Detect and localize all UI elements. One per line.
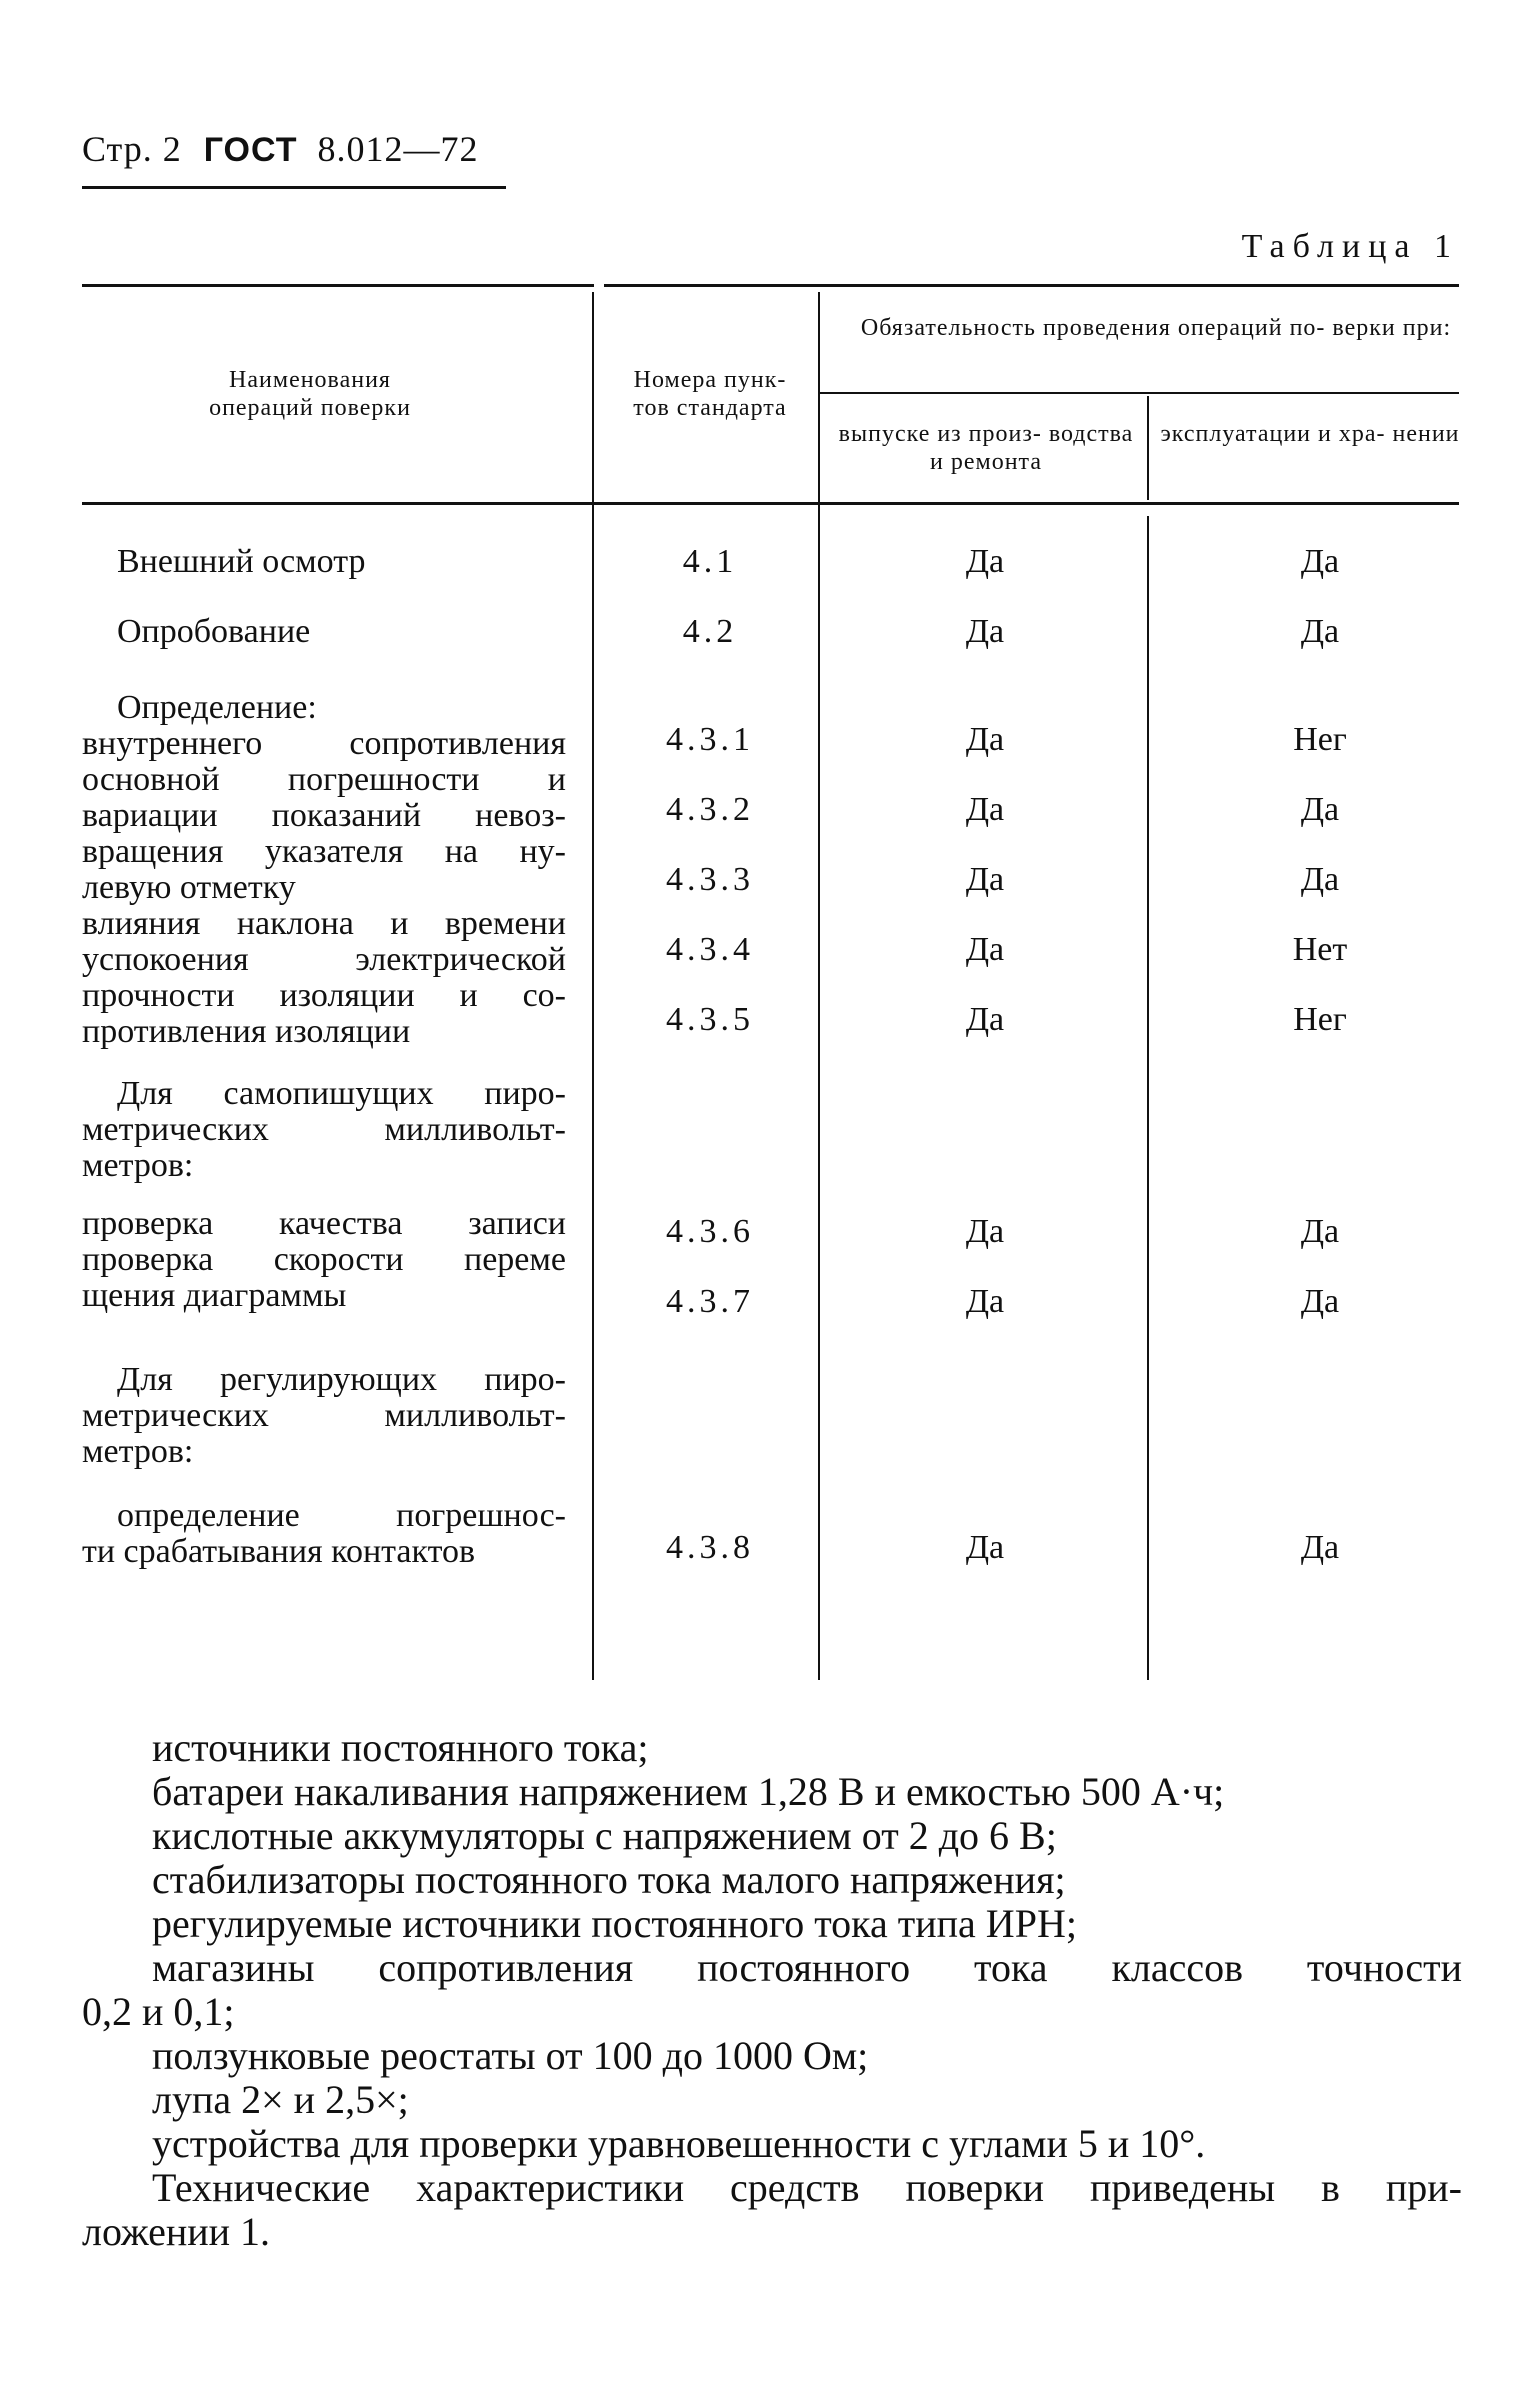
group1-line: вариации показаний невоз- bbox=[82, 797, 566, 834]
standard-label: ГОСТ bbox=[203, 131, 298, 169]
row-number: 4.3.2 bbox=[666, 791, 754, 828]
header-clause-numbers: Номера пунк- тов стандарта bbox=[633, 367, 787, 421]
header-release-repair: выпуске из произ- водства и ремонта bbox=[838, 421, 1134, 475]
row-number: 4.2 bbox=[682, 613, 738, 650]
row-operation: Да bbox=[1300, 613, 1340, 650]
table-divider-1 bbox=[592, 292, 594, 1680]
group1-title: Определение: bbox=[117, 689, 317, 726]
page-header bbox=[82, 128, 478, 170]
group3-heading-line: метрических милливольт- bbox=[82, 1397, 566, 1434]
body-line: 0,2 и 0,1; bbox=[82, 1989, 235, 2034]
row-number: 4.3.7 bbox=[666, 1283, 754, 1320]
table-divider-2 bbox=[818, 292, 820, 1680]
row-release: Да bbox=[965, 721, 1005, 758]
group2-item-line: проверка качества записи bbox=[82, 1205, 566, 1242]
group1-line: успокоения электрической bbox=[82, 941, 566, 978]
group2-item-line: щения диаграммы bbox=[82, 1277, 347, 1314]
table-caption: Таблица 1 bbox=[1241, 228, 1459, 265]
row-release: Да bbox=[965, 1283, 1005, 1320]
row-name: Внешний осмотр bbox=[117, 543, 366, 580]
row-number: 4.3.5 bbox=[666, 1001, 754, 1038]
page-number: Стр. 2 bbox=[82, 129, 182, 169]
group2-heading bbox=[82, 1076, 566, 1184]
row-release: Да bbox=[965, 931, 1005, 968]
row-operation: Нет bbox=[1292, 931, 1348, 968]
table-top-rule-right bbox=[604, 284, 1459, 287]
body-line: регулируемые источники постоянного тока типа ИРН; bbox=[152, 1901, 1077, 1946]
body-line: ползунковые реостаты от 100 до 1000 Ом; bbox=[152, 2033, 869, 2078]
group2-heading-line: метрических милливольт- bbox=[82, 1111, 566, 1148]
group1-line: вращения указателя на ну- bbox=[82, 833, 566, 870]
row-name: Опробование bbox=[117, 613, 311, 650]
body-line: ложении 1. bbox=[82, 2209, 271, 2254]
table-divider-3-body bbox=[1147, 516, 1149, 1680]
body-line: стабилизаторы постоянного тока малого напряжения; bbox=[152, 1857, 1066, 1902]
group3-item-line: ти срабатывания контактов bbox=[82, 1533, 476, 1570]
group3-heading bbox=[82, 1362, 566, 1470]
header-operation-storage: эксплуатации и хра- нении bbox=[1160, 421, 1460, 447]
body-line: магазины сопротивления постоянного тока классов точности bbox=[152, 1945, 1462, 1990]
row-release: Да bbox=[965, 1529, 1005, 1566]
row-release: Да bbox=[965, 791, 1005, 828]
group3-items bbox=[82, 1498, 566, 1570]
row-operation: Да bbox=[1300, 1529, 1340, 1566]
row-release: Да bbox=[965, 1001, 1005, 1038]
body-line: Технические характеристики средств поверки приведены в при- bbox=[152, 2165, 1462, 2210]
group1-line: левую отметку bbox=[82, 869, 296, 906]
body-line: источники постоянного тока; bbox=[152, 1725, 649, 1770]
row-operation: Нег bbox=[1293, 721, 1347, 758]
row-operation: Да bbox=[1300, 543, 1340, 580]
row-number: 4.3.8 bbox=[666, 1529, 754, 1566]
group1-line: основной погрешности и bbox=[82, 761, 566, 798]
row-release: Да bbox=[965, 543, 1005, 580]
group1-text bbox=[82, 726, 566, 1050]
group3-item-line: определение погрешнос- bbox=[117, 1497, 566, 1534]
group2-items bbox=[82, 1206, 566, 1314]
row-operation: Да bbox=[1300, 1283, 1340, 1320]
group2-heading-line: метров: bbox=[82, 1147, 194, 1184]
row-number: 4.3.3 bbox=[666, 861, 754, 898]
body-line: батареи накаливания напряжением 1,28 В и емкостью 500 А·ч; bbox=[152, 1769, 1225, 1814]
header-rule bbox=[82, 186, 506, 189]
group1-line: прочности изоляции и со- bbox=[82, 977, 566, 1014]
group1-line: влияния наклона и времени bbox=[82, 905, 566, 942]
body-line: лупа 2× и 2,5×; bbox=[152, 2077, 409, 2122]
row-operation: Да bbox=[1300, 791, 1340, 828]
table-header-bottom-rule bbox=[82, 502, 1459, 505]
row-release: Да bbox=[965, 613, 1005, 650]
header-mandatory-group: Обязательность проведения операций по- верки при: bbox=[860, 315, 1452, 341]
group2-heading-line: Для самопишущих пиро- bbox=[117, 1075, 566, 1112]
row-operation: Да bbox=[1300, 1213, 1340, 1250]
standard-number: 8.012—72 bbox=[317, 129, 479, 169]
table-divider-3 bbox=[1147, 396, 1149, 500]
row-number: 4.1 bbox=[682, 543, 738, 580]
body-text bbox=[82, 1726, 1462, 2254]
group3-heading-line: метров: bbox=[82, 1433, 194, 1470]
group1-line: внутреннего сопротивления bbox=[82, 725, 566, 762]
row-release: Да bbox=[965, 861, 1005, 898]
body-line: кислотные аккумуляторы с напряжением от 2 до 6 В; bbox=[152, 1813, 1057, 1858]
group2-item-line: проверка скорости переме bbox=[82, 1241, 566, 1278]
group-header-rule bbox=[820, 392, 1459, 394]
row-operation: Нег bbox=[1293, 1001, 1347, 1038]
row-number: 4.3.1 bbox=[666, 721, 754, 758]
header-operation-name: Наименования операций поверки bbox=[209, 367, 411, 421]
row-number: 4.3.6 bbox=[666, 1213, 754, 1250]
row-release: Да bbox=[965, 1213, 1005, 1250]
row-operation: Да bbox=[1300, 861, 1340, 898]
table-top-rule-left bbox=[82, 284, 594, 287]
body-line: устройства для проверки уравновешенности с углами 5 и 10°. bbox=[152, 2121, 1206, 2166]
group3-heading-line: Для регулирующих пиро- bbox=[117, 1361, 566, 1398]
row-number: 4.3.4 bbox=[666, 931, 754, 968]
group1-line: противления изоляции bbox=[82, 1013, 411, 1050]
